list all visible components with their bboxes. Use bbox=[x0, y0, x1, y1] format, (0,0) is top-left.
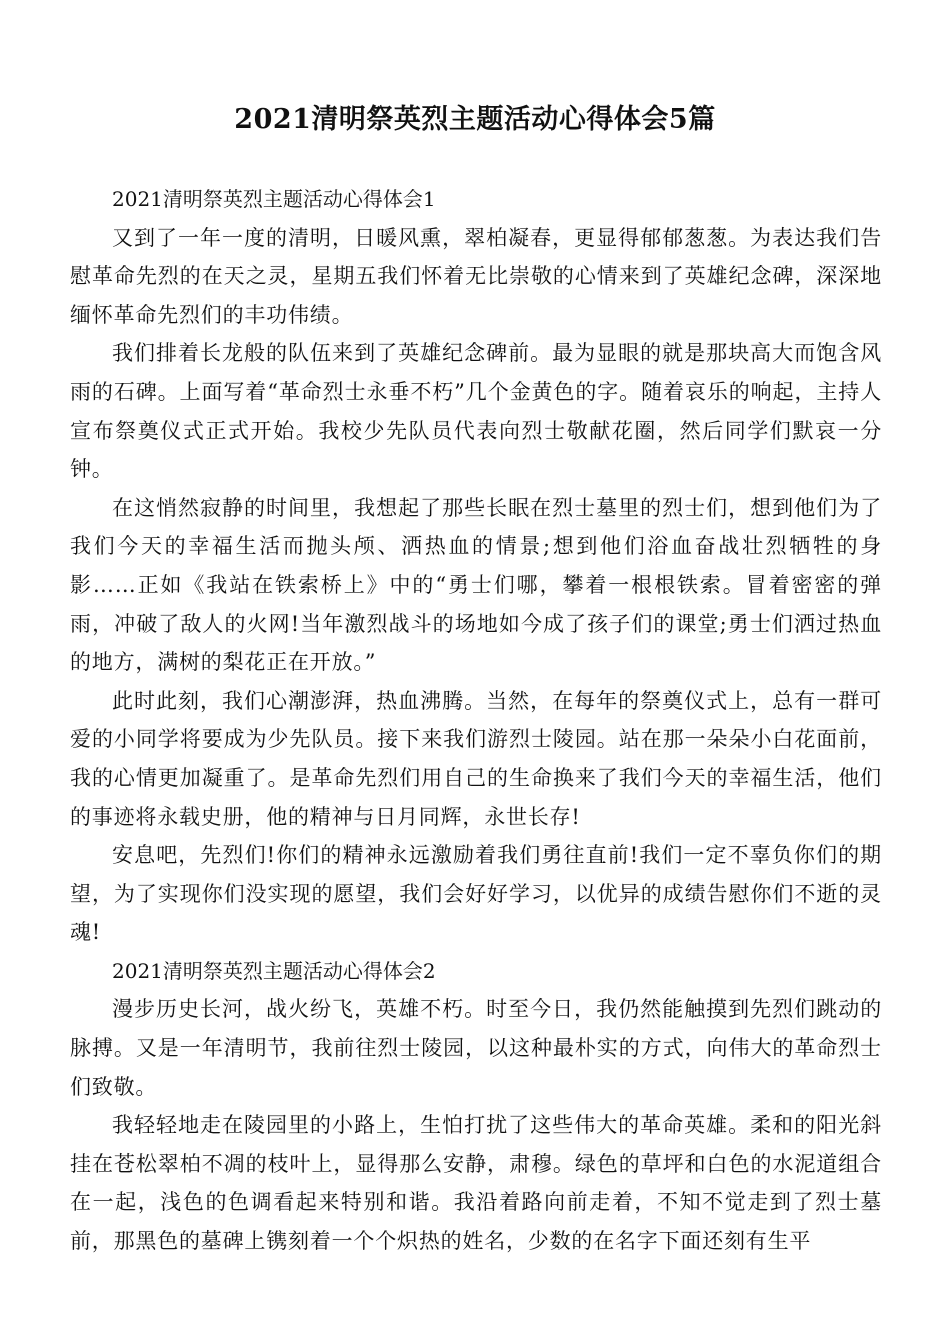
section-1-paragraph-5: 安息吧，先烈们!你们的精神永远激励着我们勇往直前!我们一定不辜负你们的期望，为了实现你们没实现的愿望，我们会好好学习，以优异的成绩告慰你们不逝的灵魂! bbox=[70, 843, 882, 945]
section-2-paragraph-1: 漫步历史长河，战火纷飞，英雄不朽。时至今日，我仍然能触摸到先烈们跳动的脉搏。又是一年清明节，我前往烈士陵园，以这种最朴实的方式，向伟大的革命烈士们致敬。 bbox=[70, 997, 882, 1099]
section-2-paragraph-2: 我轻轻地走在陵园里的小路上，生怕打扰了这些伟大的革命英雄。柔和的阳光斜挂在苍松翠柏不凋的枝叶上，显得那么安静，肃穆。绿色的草坪和白色的水泥道组合在一起，浅色的色调看起来特别和谐。我沿着路向前走着，不知不觉走到了烈士墓前，那黑色的墓碑上镌刻着一个个炽热的姓名，少数的在名字下面还刻有生平 bbox=[70, 1113, 882, 1254]
section-1-heading: 2021清明祭英烈主题活动心得体会1 bbox=[112, 187, 436, 211]
section-2-heading: 2021清明祭英烈主题活动心得体会2 bbox=[112, 958, 436, 983]
section-1-paragraph-4: 此时此刻，我们心潮澎湃，热血沸腾。当然，在每年的祭奠仪式上，总有一群可爱的小同学将要成为少先队员。接下来我们游烈士陵园。站在那一朵朵小白花面前，我的心情更加凝重了。是革命先烈们用自己的生命换来了我们今天的幸福生活，他们的事迹将永载史册，他的精神与日月同辉，永世长存! bbox=[70, 688, 882, 829]
document-body bbox=[70, 180, 882, 1261]
section-1-paragraph-3: 在这悄然寂静的时间里，我想起了那些长眠在烈士墓里的烈士们，想到他们为了我们今天的幸福生活而抛头颅、洒热血的情景;想到他们浴血奋战壮烈牺牲的身影……正如《我站在铁索桥上》中的“勇士们哪，攀着一根根铁索。冒着密密的弹雨，冲破了敌人的火网!当年激烈战斗的场地如今成了孩子们的课堂;勇士们洒过热血的地方，满树的梨花正在开放。” bbox=[70, 495, 882, 675]
section-1-paragraph-2: 我们排着长龙般的队伍来到了英雄纪念碑前。最为显眼的就是那块高大而饱含风雨的石碑。上面写着“革命烈士永垂不朽”几个金黄色的字。随着哀乐的响起，主持人宣布祭奠仪式正式开始。我校少先队员代表向烈士敬献花圈，然后同学们默哀一分钟。 bbox=[70, 341, 882, 482]
document-title: 2021清明祭英烈主题活动心得体会5篇 bbox=[234, 104, 716, 135]
section-1-paragraph-1: 又到了一年一度的清明，日暖风熏，翠柏凝春，更显得郁郁葱葱。为表达我们告慰革命先烈的在天之灵，星期五我们怀着无比崇敬的心情来到了英雄纪念碑，深深地缅怀革命先烈们的丰功伟绩。 bbox=[70, 225, 882, 327]
